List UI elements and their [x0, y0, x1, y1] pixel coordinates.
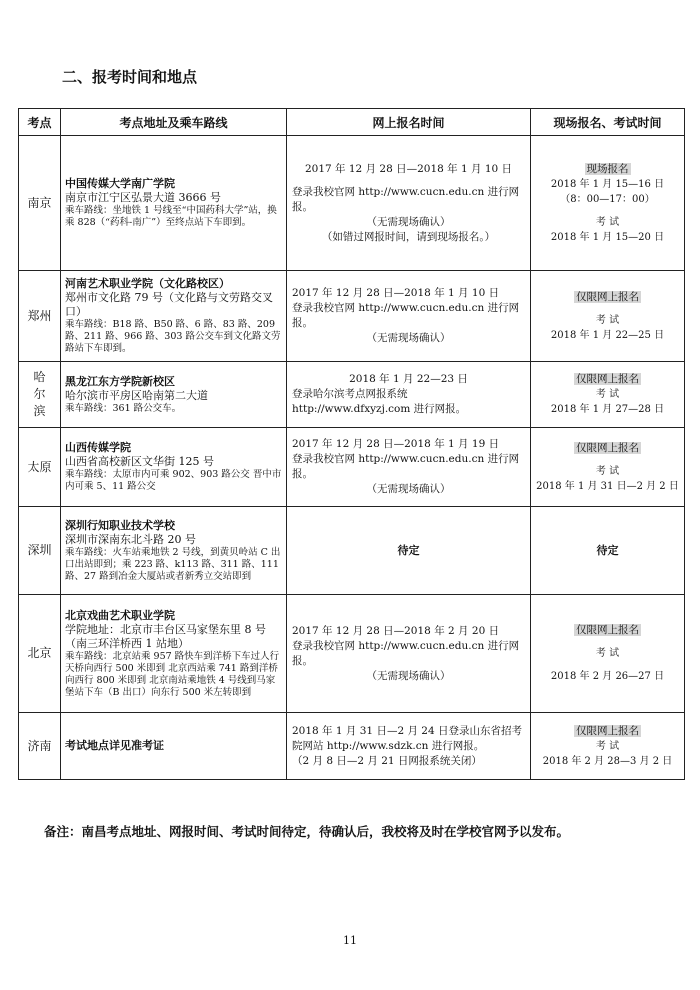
- street-address: 哈尔滨市平房区哈南第二大道: [65, 388, 208, 402]
- table-header-row: [19, 109, 685, 136]
- online-cell: [287, 136, 531, 271]
- exam-label: 考 试: [595, 740, 620, 752]
- table-row: [19, 507, 685, 595]
- exam-label: 考 试: [595, 389, 620, 400]
- exam-label: 考 试: [595, 314, 620, 326]
- header-online: 网上报名时间: [287, 109, 531, 136]
- bus-route: 乘车路线：B18 路、B50 路、6 路、83 路、209 路、211 路、966 路、303 路公交车到文化路文劳路站下车即到。: [65, 319, 281, 354]
- onsite-cell: [531, 136, 685, 271]
- onsite-cell: [531, 713, 685, 780]
- address-cell: [61, 595, 287, 713]
- online-note: （无需现场确认）: [366, 215, 451, 228]
- table-row: [19, 136, 685, 271]
- registration-label: 仅限网上报名: [576, 441, 639, 454]
- bus-route: 乘车路线：北京站乘 957 路快车到洋桥下车过人行天桥向西行 500 米即到 北京西站乘 741 路到洋桥向西行 800 米即到 北京南站乘地铁 4 号线到马家堡站下车（B 出口）向东行 500 米左转即到: [65, 650, 280, 698]
- online-tbd: 待定: [397, 543, 420, 557]
- exam-date: 2018 年 1 月 27—28 日: [550, 404, 665, 415]
- online-cell: [287, 713, 531, 780]
- school-name: 中国传媒大学南广学院: [65, 177, 175, 190]
- onsite-cell: [531, 362, 685, 428]
- exam-date: 2018 年 1 月 15—20 日: [550, 231, 665, 243]
- online-note: （无需现场确认）: [366, 332, 451, 344]
- online-instruction: 登录我校官网 http://www.cucn.edu.cn 进行网报。: [292, 185, 520, 213]
- remark-note: 备注：南昌考点地址、网报时间、考试时间待定，待确认后，我校将及时在学校官网予以发布。: [44, 824, 570, 839]
- city-cell: 南京: [19, 136, 61, 271]
- exam-date: 2018 年 2 月 26—27 日: [550, 671, 665, 682]
- online-instruction: 登录我校官网 http://www.cucn.edu.cn 进行网报。: [292, 453, 520, 480]
- city-cell: 北京: [19, 595, 61, 713]
- onsite-cell: [531, 595, 685, 713]
- address-cell: [61, 362, 287, 428]
- online-note: （如错过网报时间，请到现场报名。）: [321, 230, 496, 243]
- online-cell: [287, 595, 531, 713]
- city-cell: 济南: [19, 713, 61, 780]
- page-number: 11: [343, 934, 357, 947]
- city-cell: 郑州: [19, 271, 61, 362]
- online-instruction: 登录哈尔滨考点网报系统 http://www.dfxyzj.com 进行网报。: [292, 388, 467, 415]
- bus-route: 乘车路线：火车站乘地铁 2 号线，到黄贝岭站 C 出口出站即到；乘 223 路、k113 路、311 路、111 路、27 路到冶金大厦站或者新秀立交站即到: [65, 546, 281, 582]
- online-cell: [287, 507, 531, 595]
- exam-date: 2018 年 2 月 28—3 月 2 日: [542, 755, 673, 767]
- online-period: 2017 年 12 月 28 日—2018 年 1 月 19 日: [292, 438, 500, 450]
- onsite-cell: [531, 428, 685, 507]
- city-cell: [19, 362, 61, 428]
- online-cell: [287, 428, 531, 507]
- header-address: 考点地址及乘车路线: [61, 109, 287, 136]
- street-address: 郑州市文化路 79 号（文化路与文劳路交叉口）: [65, 291, 273, 318]
- street-address: 深圳市深南东北斗路 20 号: [65, 532, 196, 546]
- address-cell: [61, 271, 287, 362]
- city-cell: 深圳: [19, 507, 61, 595]
- online-instruction: 2018 年 1 月 31 日—2 月 24 日登录山东省招考院网站 http://www.sdzk.cn 进行网报。: [292, 724, 523, 752]
- online-period: 2017 年 12 月 28 日—2018 年 2 月 20 日: [292, 624, 500, 637]
- school-name: 北京戏曲艺术职业学院: [65, 608, 175, 622]
- online-note: （无需现场确认）: [366, 483, 451, 495]
- section-heading: 二、报考时间和地点: [62, 68, 198, 86]
- street-address: 山西省高校新区文华街 125 号: [65, 455, 214, 468]
- registration-label: 仅限网上报名: [576, 373, 639, 385]
- exam-schedule-table: [18, 108, 685, 780]
- header-city: 考点: [19, 109, 61, 136]
- onsite-cell: [531, 271, 685, 362]
- online-note: （2 月 8 日—2 月 21 日网报系统关闭）: [292, 754, 482, 767]
- online-period: 2017 年 12 月 28 日—2018 年 1 月 10 日: [304, 162, 513, 175]
- online-cell: [287, 271, 531, 362]
- online-instruction: 登录我校官网 http://www.cucn.edu.cn 进行网报。: [292, 639, 520, 667]
- address-cell: [61, 507, 287, 595]
- table-row: [19, 428, 685, 507]
- city-name-vertical: 哈尔滨: [33, 370, 46, 418]
- registration-label: 仅限网上报名: [576, 624, 639, 636]
- online-cell: [287, 362, 531, 428]
- exam-date: 2018 年 1 月 31 日—2 月 2 日: [536, 480, 679, 492]
- school-name: 黑龙江东方学院新校区: [65, 374, 175, 388]
- school-name: 山西传媒学院: [65, 441, 131, 454]
- registration-label: 现场报名: [586, 162, 629, 175]
- table-row: [19, 362, 685, 428]
- street-address: 学院地址：北京市丰台区马家堡东里 8 号（南三环洋桥西 1 站地）: [65, 622, 266, 650]
- table-row: [19, 271, 685, 362]
- bus-route: 乘车路线：361 路公交车。: [65, 402, 182, 414]
- city-cell: 太原: [19, 428, 61, 507]
- school-name: 河南艺术职业学院（文化路校区）: [65, 277, 230, 290]
- onsite-tbd: 待定: [596, 543, 619, 557]
- header-onsite: 现场报名、考试时间: [531, 109, 685, 136]
- online-note: （无需现场确认）: [366, 669, 451, 682]
- online-instruction: 登录我校官网 http://www.cucn.edu.cn 进行网报。: [292, 302, 520, 329]
- school-name: 深圳行知职业技术学校: [65, 518, 175, 532]
- registration-label: 仅限网上报名: [576, 724, 639, 737]
- online-period: 2018 年 1 月 22—23 日: [349, 373, 468, 385]
- online-period: 2017 年 12 月 28 日—2018 年 1 月 10 日: [292, 287, 500, 299]
- exam-label: 考 试: [595, 216, 620, 228]
- address-cell: [61, 428, 287, 507]
- registration-hours: （8：00—17：00）: [560, 193, 655, 205]
- school-name: 考试地点详见准考证: [65, 739, 164, 752]
- exam-label: 考 试: [595, 648, 620, 659]
- table-row: [19, 595, 685, 713]
- address-cell: [61, 713, 287, 780]
- registration-label: 仅限网上报名: [576, 290, 639, 303]
- bus-route: 乘车路线：太原市内可乘 902、903 路公交 晋中市内可乘 5、11 路公交: [65, 469, 282, 492]
- exam-label: 考 试: [595, 465, 620, 477]
- table-row: [19, 713, 685, 780]
- bus-route: 乘车路线：坐地铁 1 号线至“中国药科大学”站，换乘 828（“药科-南广”）至终点站下车即到。: [65, 205, 277, 228]
- registration-date: 2018 年 1 月 15—16 日: [550, 178, 665, 190]
- exam-date: 2018 年 1 月 22—25 日: [550, 329, 665, 341]
- address-cell: [61, 136, 287, 271]
- street-address: 南京市江宁区弘景大道 3666 号: [65, 191, 221, 204]
- onsite-cell: [531, 507, 685, 595]
